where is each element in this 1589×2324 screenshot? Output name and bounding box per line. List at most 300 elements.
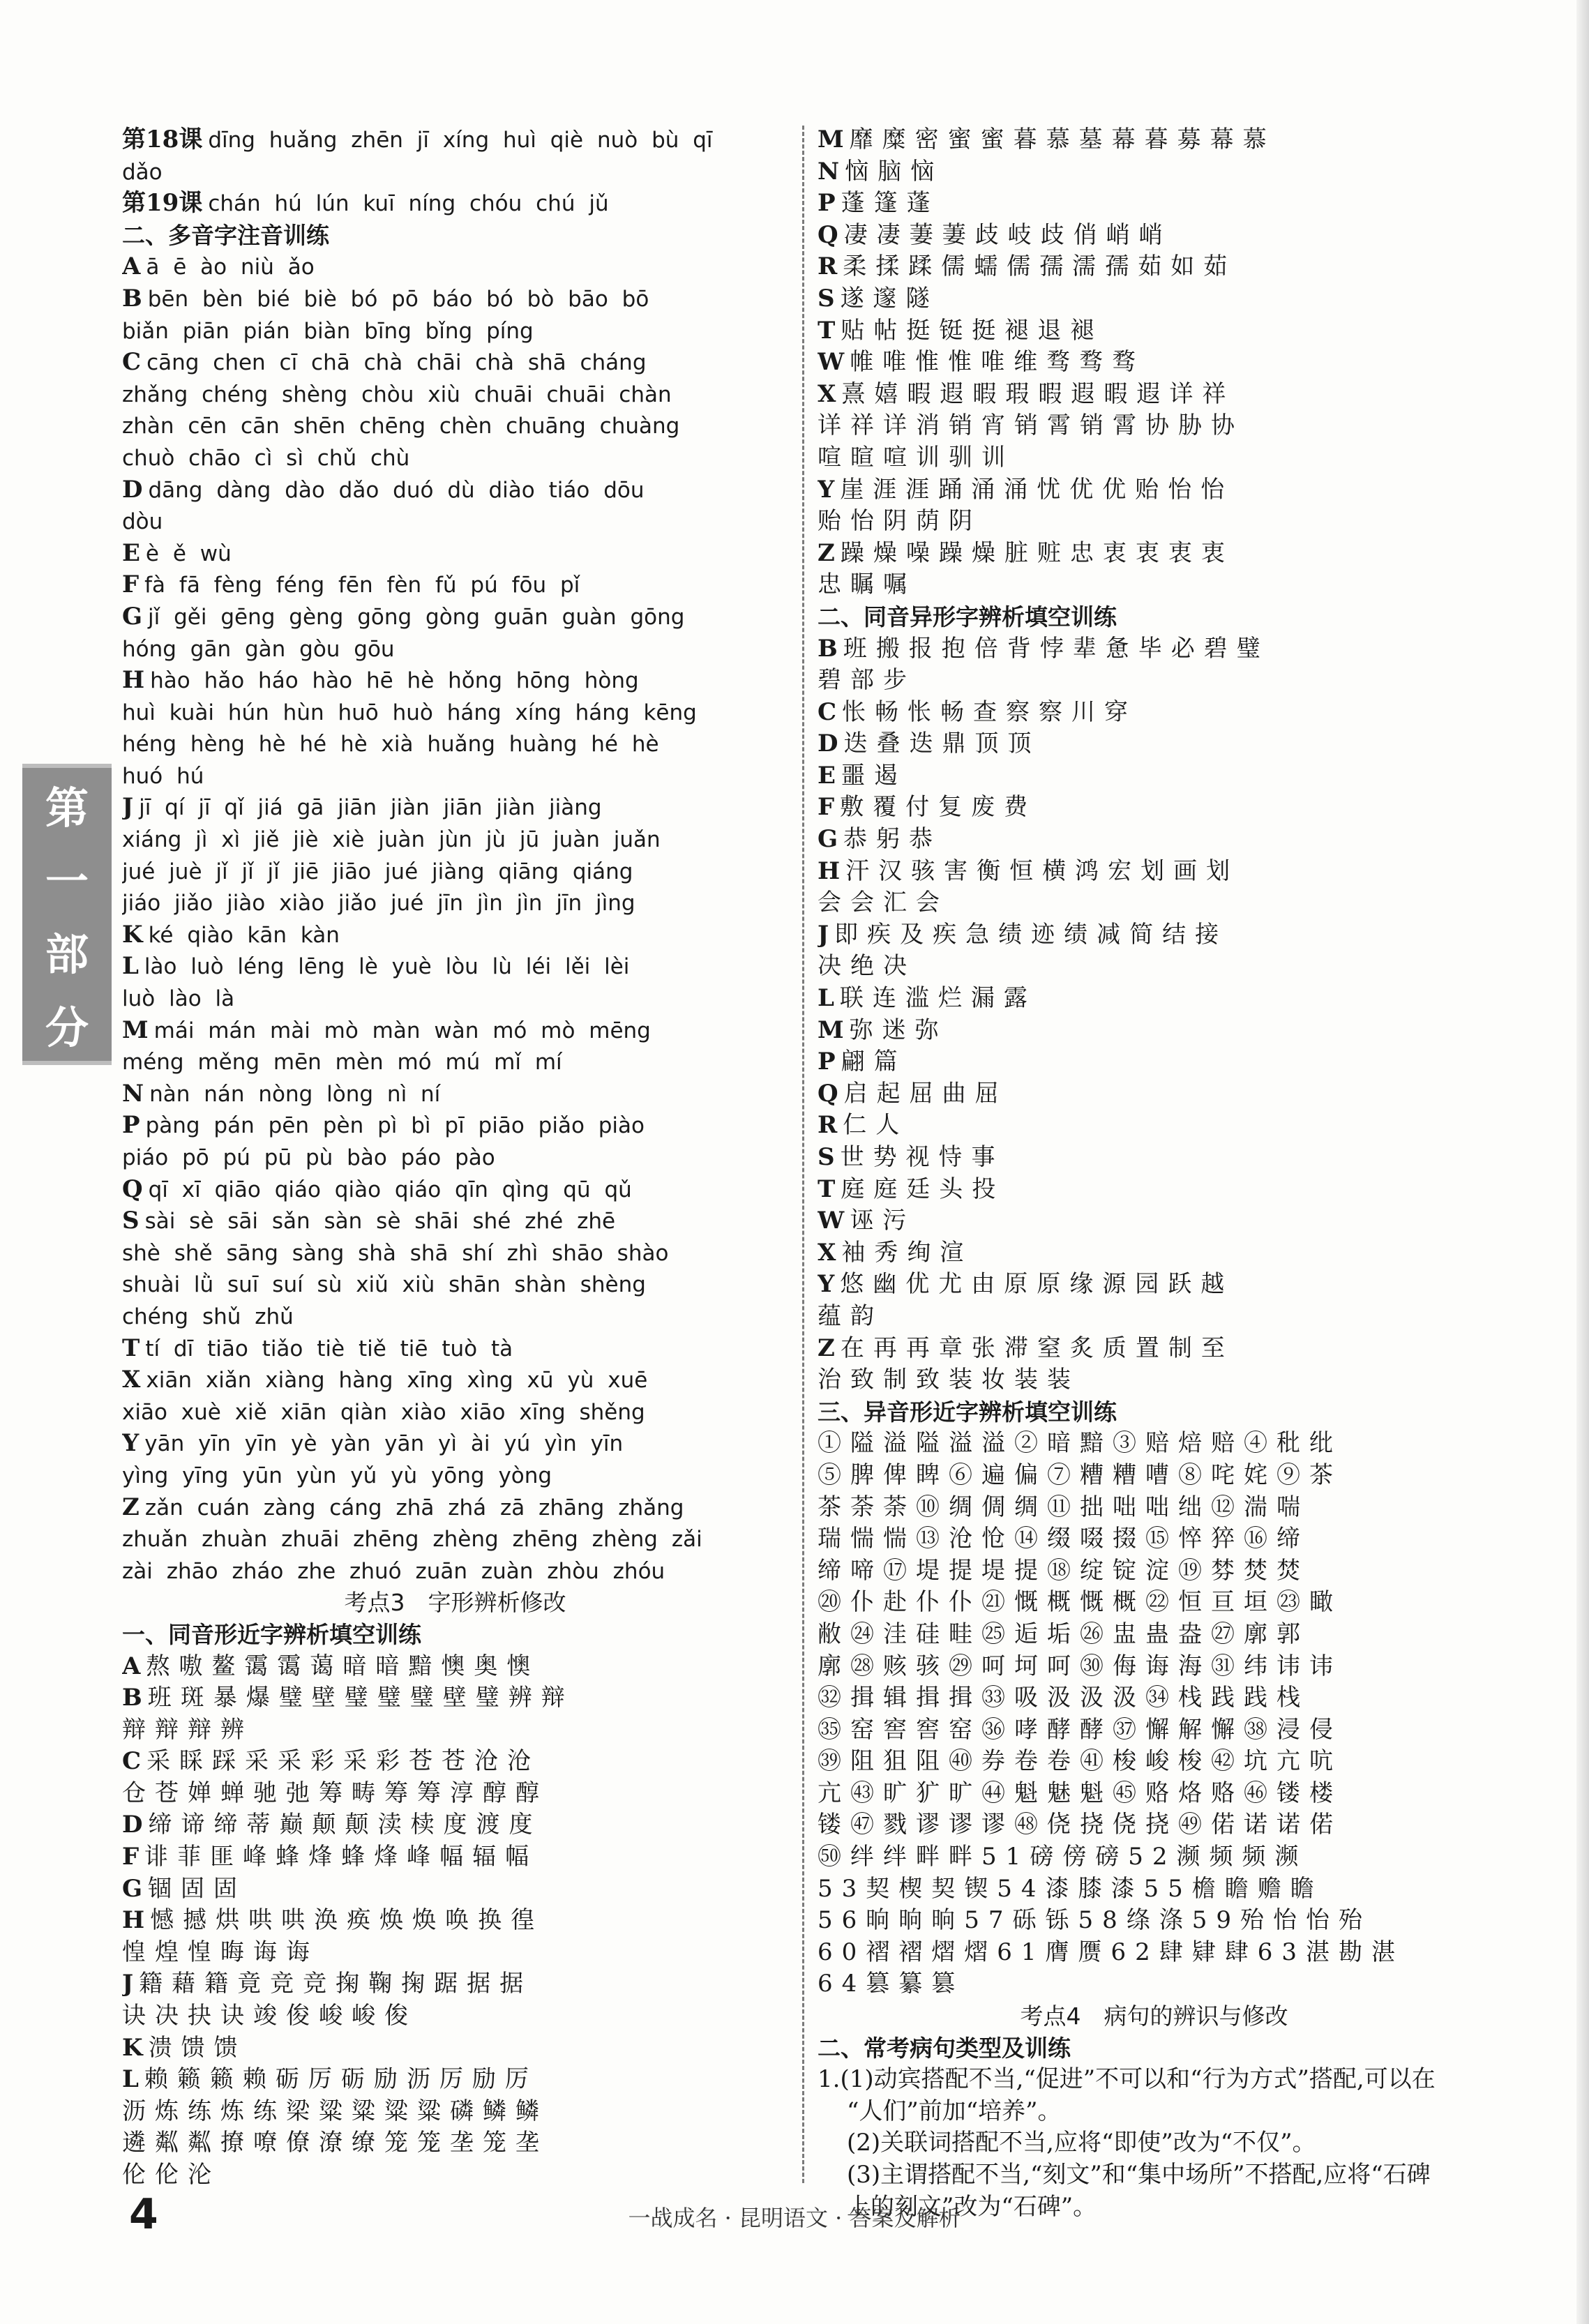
line-text: 诬污 [850, 1207, 916, 1235]
line-text: 憾撼烘哄哄涣痪焕焕唤换徨 [150, 1906, 544, 1935]
line-label: G [122, 1874, 143, 1903]
pinyin-text: zhuǎn zhuàn zhuāi zhēng zhèng zhēng zhèng zǎi [122, 1527, 702, 1553]
topic-heading [122, 1587, 788, 1619]
answer-line [818, 792, 1491, 824]
pinyin-text: huó hú [122, 763, 204, 789]
answer-line [122, 124, 788, 156]
answer-line [122, 506, 788, 538]
answer-line [818, 983, 1491, 1015]
answer-line [818, 951, 1491, 983]
answer-line [818, 1968, 1491, 2000]
line-text: 贴帖挺铤挺褪退褪 [841, 316, 1104, 345]
line-label: W [818, 348, 845, 377]
line-label: X [818, 1238, 836, 1267]
answer-line [818, 1364, 1491, 1396]
section-side-tab [22, 764, 112, 1065]
answer-line [818, 1778, 1491, 1810]
answer-line [122, 1651, 788, 1683]
line-label: F [122, 1843, 140, 1871]
line-label: N [818, 157, 840, 186]
line-text: 在再再章张滞窒炙质置制至 [840, 1334, 1234, 1362]
answer-line [122, 1333, 788, 1365]
line-text: 启起屈曲屈 [843, 1079, 1008, 1108]
line-label: L [122, 2065, 139, 2094]
line-label: B [122, 284, 142, 312]
answer-line [818, 1269, 1491, 1301]
line-text: 惶煌惶晦诲诲 [122, 1938, 319, 1966]
answer-line [818, 410, 1491, 442]
line-text: 忠瞩嘱 [818, 571, 916, 599]
answer-line [122, 1555, 788, 1587]
line-label: S [122, 1207, 140, 1235]
pinyin-text: jué juè jǐ jǐ jǐ jiē jiāo jué jiàng qiāng qiáng [122, 859, 633, 884]
topic-heading [818, 2000, 1491, 2032]
line-label: S [818, 1143, 835, 1171]
line-label: J [122, 793, 134, 822]
answer-line [122, 1205, 788, 1237]
line-label: J [818, 920, 829, 949]
line-label: Q [122, 1175, 143, 1203]
answer-line [122, 1269, 788, 1301]
line-text: ㊴阻狙阻㊵券卷卷㊶梭峻梭㊷坑亢吭 [818, 1747, 1342, 1776]
answer-line [818, 1046, 1491, 1078]
line-label: M [818, 1016, 844, 1044]
line-label: P [122, 1111, 140, 1140]
line-text: 庭庭廷头投 [841, 1175, 1005, 1203]
line-text: 籍藉籍竟竞竞掬鞠掬踞据据 [139, 1970, 533, 1998]
answer-line [122, 856, 788, 888]
pinyin-text: hóng gān gàn gòu gōu [122, 636, 395, 662]
line-text: 遴粼粼撩嘹僚潦缭笼笼垄笼垄 [122, 2129, 548, 2157]
answer-line [122, 919, 788, 951]
line-label: W [818, 1207, 845, 1235]
line-label: Z [818, 538, 835, 567]
answer-line [818, 1809, 1491, 1841]
line-text: 二、同音异形字辨析填空训练 [818, 603, 1117, 631]
pinyin-text: nàn nán nòng lòng nì ní [149, 1081, 441, 1107]
answer-line [818, 1142, 1491, 1174]
answer-line [122, 665, 788, 697]
line-text: ①隘溢隘溢溢②暗黯③赔焙赔④秕纰 [818, 1429, 1342, 1458]
line-text: (2)关联词搭配不当,应将“即使”改为“不仅”。 [847, 2129, 1316, 2157]
answer-line [122, 410, 788, 442]
line-text: 缔啼⑰堤提堤提⑱绽锭淀⑲棼焚焚 [818, 1556, 1309, 1585]
line-label: H [818, 857, 841, 885]
answer-line [122, 983, 788, 1015]
pinyin-text: méng měng mēn mèn mó mú mǐ mí [122, 1050, 562, 1076]
line-text: 镂㊼戮谬谬谬㊽侥挠侥挠㊾偌诺诺偌 [818, 1811, 1342, 1839]
line-label: Z [818, 1334, 835, 1362]
pinyin-text: hào hǎo háo hào hē hè hǒng hōng hòng [150, 668, 639, 694]
line-text: 靡糜密蜜蜜暮慕墓幕暮募幕慕 [849, 126, 1276, 153]
answer-line [122, 2096, 788, 2128]
pinyin-text: tí dī tiāo tiǎo tiè tiě tiē tuò tà [145, 1336, 513, 1361]
line-text: 敷覆付复废费 [840, 793, 1037, 822]
pinyin-text: mái mán mài mò màn wàn mó mò mēng [153, 1018, 651, 1043]
answer-line [122, 538, 788, 570]
pinyin-text: è ě wù [145, 541, 232, 566]
line-text: 蓬篷蓬 [841, 189, 940, 218]
line-label: D [818, 730, 838, 758]
answer-line [818, 1841, 1491, 1873]
line-text: 缔谛缔蒂巅颠颠渎椟度渡度 [148, 1811, 542, 1839]
line-text: 亢㊸旷犷旷㊹魁魅魁㊺赂烙赂㊻镂楼 [818, 1779, 1342, 1807]
answer-line [818, 1492, 1491, 1524]
pinyin-text: yìng yīng yūn yùn yǔ yù yōng yòng [122, 1463, 552, 1488]
left-column [122, 124, 788, 2191]
line-label: Q [818, 1079, 838, 1108]
answer-line [818, 1205, 1491, 1237]
line-label: Y [122, 1429, 140, 1458]
line-text: ㉜揖辑揖揖㉝吸汲汲汲㉞栈践践栈 [818, 1684, 1309, 1712]
line-label: J [122, 1970, 134, 1998]
line-text: 瑞惴惴⑬沧怆⑭缀啜掇⑮悴猝⑯缔 [818, 1525, 1309, 1553]
line-label: G [122, 602, 143, 631]
pinyin-text: jiáo jiǎo jiào xiào jiǎo jué jīn jìn jìn jīn jìng [122, 891, 635, 916]
line-text: 遂邃隧 [840, 284, 939, 312]
line-label: X [818, 379, 836, 408]
line-label: M [122, 1016, 149, 1044]
line-text: 诀决抉诀竣俊峻峻俊 [122, 2002, 417, 2030]
line-text: “人们”前加“培养”。 [847, 2097, 1062, 2125]
answer-line [818, 1460, 1491, 1492]
pinyin-text: chán hú lún kuī níng chóu chú jǔ [208, 191, 609, 217]
answer-line [122, 1841, 788, 1873]
answer-line [818, 1651, 1491, 1683]
line-label: L [122, 952, 139, 981]
answer-line [818, 188, 1491, 220]
answer-line [122, 951, 788, 983]
pinyin-text: cāng chen cī chā chà chāi chà shā cháng [146, 350, 647, 376]
pinyin-text: sài sè sāi sǎn sàn sè shāi shé zhé zhē [144, 1209, 616, 1235]
line-label: D [122, 475, 143, 504]
pinyin-text: ā ē ào niù ǎo [146, 255, 315, 280]
answer-line [818, 1555, 1491, 1587]
line-text: 伦伦沦 [122, 2161, 220, 2189]
line-text: 1.(1)动宾搭配不当,“促进”不可以和“行为方式”搭配,可以在 [818, 2065, 1436, 2094]
line-label: M [818, 126, 844, 153]
line-label: P [818, 1048, 836, 1076]
answer-line [122, 1078, 788, 1110]
answer-line [818, 569, 1491, 601]
line-label: T [818, 316, 836, 345]
answer-line [122, 728, 788, 760]
answer-line [818, 1746, 1491, 1778]
answer-line [818, 2096, 1491, 2128]
answer-line [818, 2127, 1491, 2159]
line-label: T [122, 1334, 140, 1362]
answer-line [818, 2064, 1491, 2096]
pinyin-text: dǎo [122, 159, 163, 185]
line-label: C [122, 348, 142, 377]
line-text: 恭躬恭 [843, 825, 942, 854]
pinyin-text: ké qiào kān kàn [148, 922, 340, 948]
answer-line [122, 283, 788, 315]
pinyin-text: héng hèng hè hé hè xià huǎng huàng hé hè [122, 732, 659, 757]
answer-line [818, 1174, 1491, 1206]
answer-line [818, 124, 1491, 156]
answer-line [122, 1460, 788, 1492]
answer-line [122, 697, 788, 729]
answer-line [818, 1714, 1491, 1746]
line-label: Y [818, 475, 835, 504]
line-label: G [818, 825, 838, 854]
answer-line [818, 697, 1491, 729]
line-text: 决绝决 [818, 952, 916, 981]
line-text: 沥炼练炼练梁粱粱粱粱磷鳞鳞 [122, 2097, 548, 2125]
answer-line [122, 601, 788, 633]
section-heading [122, 220, 788, 252]
answer-line [818, 887, 1491, 919]
line-text: 三、异音形近字辨析填空训练 [818, 1398, 1117, 1426]
line-text: 锢固固 [148, 1874, 247, 1903]
answer-line [122, 315, 788, 347]
line-label: C [122, 1747, 142, 1776]
section-heading [818, 601, 1491, 633]
answer-line [818, 665, 1491, 697]
answer-line [122, 1778, 788, 1810]
page-edge-shadow [1576, 0, 1589, 2324]
pinyin-text: dāng dàng dào dǎo duó dù diào tiáo dōu [148, 477, 645, 503]
line-text: 迭叠迭鼎顶顶 [843, 730, 1041, 758]
line-text: 64篡纂篡 [818, 1970, 965, 1998]
pinyin-text: jǐ gěi gēng gèng gōng gòng guān guàn gōng [148, 604, 685, 630]
line-text: 汗汉骇害衡恒横鸿宏划画划 [845, 857, 1240, 885]
line-label: F [818, 793, 835, 822]
answer-line [818, 824, 1491, 856]
line-text: 熬嗷鳌霭霭蔼暗暗黯懊奥懊 [146, 1652, 540, 1680]
line-text: 凄凄萋萋歧岐歧俏峭峭 [843, 220, 1172, 249]
line-label: E [818, 761, 836, 790]
answer-line [818, 251, 1491, 283]
answer-line [122, 188, 788, 220]
answer-line [122, 347, 788, 379]
answer-line [122, 1174, 788, 1206]
answer-line [818, 1333, 1491, 1365]
line-label: A [122, 252, 141, 281]
answer-line [818, 760, 1491, 792]
line-text: 仓苍婵蝉驰弛筹畴筹筹淳醇醇 [122, 1779, 548, 1807]
answer-line [818, 1078, 1491, 1110]
answer-line [818, 633, 1491, 665]
pinyin-text: shuài lǜ suī suí sù xiǔ xiù shān shàn shèng [122, 1272, 646, 1298]
line-label: T [818, 1175, 836, 1203]
line-text: 联连滥烂漏露 [839, 984, 1037, 1013]
page-footer: 一战成名 · 昆明语文 · 答案及解析 [628, 2205, 961, 2231]
line-text: 蕴韵 [818, 1301, 883, 1330]
pinyin-text: lào luò léng lēng lè yuè lòu lù léi lěi lèi [144, 954, 630, 980]
answer-line [818, 1682, 1491, 1714]
answer-line [122, 1968, 788, 2000]
line-text: ㊿绊绊畔畔51磅傍磅52濒频频濒 [818, 1843, 1308, 1871]
answer-line [818, 1587, 1491, 1619]
line-text: 怅畅怅畅查察察川穿 [842, 697, 1138, 726]
answer-line [818, 156, 1491, 188]
answer-line [122, 474, 788, 506]
line-label: 第18课 [122, 126, 203, 153]
line-text: 崖涯涯踊涌涌忧优优贻怡怡 [840, 475, 1234, 504]
line-label: Z [122, 1493, 140, 1521]
line-label: B [122, 1684, 142, 1712]
answer-line [122, 2064, 788, 2096]
line-text: ⑤脾俾睥⑥遍偏⑦糟糟嘈⑧咤姹⑨茶 [818, 1461, 1342, 1489]
pinyin-text: chuò chāo cì sì chǔ chù [122, 445, 410, 471]
answer-line [122, 1046, 788, 1078]
line-label: K [122, 920, 143, 949]
line-text: 考点4 病句的辨识与修改 [1020, 2002, 1288, 2030]
side-tab-char: 分 [45, 1002, 89, 1053]
pinyin-text: jī qí jī qǐ jiá gā jiān jiàn jiān jiàn jiàng [139, 795, 602, 821]
answer-line [818, 283, 1491, 315]
line-text: 贻怡阴荫阴 [818, 507, 981, 536]
answer-line [122, 2127, 788, 2159]
line-text: 60褶褶熠熠61膺赝62肆肄肆63湛勘湛 [818, 1938, 1405, 1966]
pinyin-text: bēn bèn bié biè bó pō báo bó bò bāo bō [147, 286, 649, 312]
line-label: B [818, 634, 838, 663]
line-text: 躁燥噪躁燥脏赃忠衷衷衷衷 [840, 538, 1234, 567]
answer-line [122, 1142, 788, 1174]
answer-line [122, 2032, 788, 2065]
line-text: 喧暄喧训驯训 [818, 443, 1014, 471]
line-label: X [122, 1366, 141, 1394]
line-text: 恼脑恼 [845, 157, 944, 186]
side-tab-char: 第 [45, 783, 89, 833]
line-text: 采睬踩采采彩采彩苍苍沧沧 [146, 1747, 541, 1776]
line-text: 辩辩辩辨 [122, 1715, 253, 1744]
right-column [818, 124, 1491, 2223]
pinyin-text: huì kuài hún hùn huō huò háng xíng háng kēng [122, 700, 697, 725]
line-label: L [818, 984, 834, 1013]
answer-line [122, 251, 788, 283]
line-text: (3)主谓搭配不当,“刻文”和“集中场所”不搭配,应将“石碑 [847, 2161, 1431, 2189]
answer-line [818, 506, 1491, 538]
answer-line [122, 1364, 788, 1396]
answer-line [122, 156, 788, 188]
pinyin-text: fà fā fèng féng fēn fèn fǔ pú fōu pǐ [144, 573, 580, 598]
answer-line [818, 919, 1491, 951]
line-label: 第19课 [122, 189, 203, 218]
answer-line [122, 1301, 788, 1333]
line-text: 班斑暴爆璧壁璧璧璧壁璧辨辩 [147, 1684, 574, 1712]
pinyin-text: qī xī qiāo qiáo qiào qiáo qīn qìng qū qǔ [148, 1177, 632, 1202]
answer-line [122, 1905, 788, 1937]
answer-line [122, 887, 788, 919]
answer-line [818, 1905, 1491, 1937]
line-label: H [122, 666, 145, 695]
pinyin-text: zhǎng chéng shèng chòu xiù chuāi chuāi chàn [122, 382, 672, 407]
answer-line [818, 347, 1491, 379]
line-text: 仁人 [843, 1111, 909, 1140]
answer-line [122, 1937, 788, 1969]
line-text: 碧部步 [818, 666, 916, 695]
line-label: Q [818, 220, 838, 249]
section-heading [122, 1619, 788, 1651]
answer-line [818, 538, 1491, 570]
answer-line [122, 1873, 788, 1906]
answer-line [818, 1937, 1491, 1969]
pinyin-text: zài zhāo zháo zhe zhuó zuān zuàn zhòu zhóu [122, 1558, 665, 1584]
answer-line [818, 856, 1491, 888]
answer-line [122, 1428, 788, 1460]
answer-line [122, 379, 788, 411]
answer-line [122, 442, 788, 474]
answer-line [818, 474, 1491, 506]
pinyin-text: dīng huǎng zhēn jī xíng huì qiè nuò bù qī [208, 128, 713, 153]
answer-line [818, 1523, 1491, 1555]
line-text: 廓㉘赅骇㉙呵坷呵㉚侮诲海㉛纬讳讳 [818, 1652, 1342, 1680]
line-text: 会会汇会 [818, 889, 949, 917]
answer-line [122, 2000, 788, 2032]
line-text: 二、多音字注音训练 [122, 221, 329, 249]
answer-line [122, 633, 788, 665]
line-text: 治致制致装妆装装 [818, 1366, 1080, 1394]
line-text: 弥迷弥 [849, 1016, 948, 1044]
side-tab-char: 部 [45, 929, 89, 980]
line-text: 诽菲匪峰蜂烽蜂烽峰幅辐幅 [144, 1843, 539, 1871]
answer-line [122, 1682, 788, 1714]
line-text: 赖籁籁赖砺厉砺励沥厉励厉 [144, 2065, 538, 2094]
line-text: 柔揉蹂儒蠕儒孺濡孺茹如茹 [843, 252, 1237, 281]
pinyin-text: shè shě sāng sàng shà shā shí zhì shāo shào [122, 1240, 669, 1266]
line-text: 溃馈馈 [148, 2033, 247, 2062]
line-label: S [818, 284, 835, 312]
answer-line [122, 2159, 788, 2191]
answer-line [122, 1492, 788, 1524]
pinyin-text: dòu [122, 509, 163, 535]
answer-line [818, 442, 1491, 474]
pinyin-text: xiān xiǎn xiàng hàng xīng xìng xū yù xuē [146, 1368, 648, 1394]
line-label: P [818, 189, 836, 218]
answer-line [818, 1619, 1491, 1651]
pinyin-text: yān yīn yīn yè yàn yān yì ài yú yìn yīn [144, 1431, 624, 1457]
line-label: F [122, 571, 140, 599]
pinyin-text: piáo pō pú pū pù bào páo pào [122, 1145, 495, 1170]
line-text: 悠幽优尤由原原缘源园跃越 [840, 1270, 1234, 1299]
pinyin-text: chéng shǔ zhǔ [122, 1304, 294, 1329]
answer-line [818, 220, 1491, 252]
line-text: 噩遏 [841, 761, 907, 790]
side-tab-char: 一 [45, 856, 89, 907]
line-label: H [122, 1906, 145, 1935]
answer-line [122, 1523, 788, 1555]
answer-line [818, 1301, 1491, 1333]
answer-line [122, 1809, 788, 1841]
line-label: D [122, 1811, 143, 1839]
line-text: 详祥详消销宵销霄销霄协胁协 [818, 412, 1244, 440]
line-label: Y [818, 1270, 835, 1299]
pinyin-text: xiāo xuè xiě xiān qiàn xiào xiāo xīng shěng [122, 1399, 645, 1425]
pinyin-text: xiáng jì xì jiě jiè xiè juàn jùn jù jū juàn juǎn [122, 827, 661, 853]
line-text: 茶荼荼⑩绸倜绸⑪拙咄咄绌⑫湍喘 [818, 1493, 1309, 1521]
answer-line [122, 1396, 788, 1428]
line-text: 帷唯惟惟唯维骛骛骛 [850, 348, 1145, 377]
column-divider [802, 126, 804, 2183]
line-text: 上的刻文”改为“石碑”。 [847, 2192, 1097, 2221]
answer-line [818, 1873, 1491, 1906]
answer-line [818, 1237, 1491, 1269]
line-text: 敝㉔洼硅畦㉕逅垢㉖盅蛊盎㉗廓郭 [818, 1620, 1309, 1648]
answer-line [122, 1746, 788, 1778]
answer-line [122, 569, 788, 601]
line-text: ⑳仆赴仆仆㉑慨概慨概㉒恒亘垣㉓瞰 [818, 1588, 1342, 1617]
page-number: 4 [129, 2190, 158, 2239]
line-label: A [122, 1652, 141, 1680]
section-heading [818, 1396, 1491, 1428]
pinyin-text: zǎn cuán zàng cáng zhā zhá zā zhāng zhǎng [144, 1495, 684, 1521]
line-text: 考点3 字形辨析修改 [344, 1589, 566, 1617]
answer-line [122, 792, 788, 824]
line-label: C [818, 697, 837, 726]
